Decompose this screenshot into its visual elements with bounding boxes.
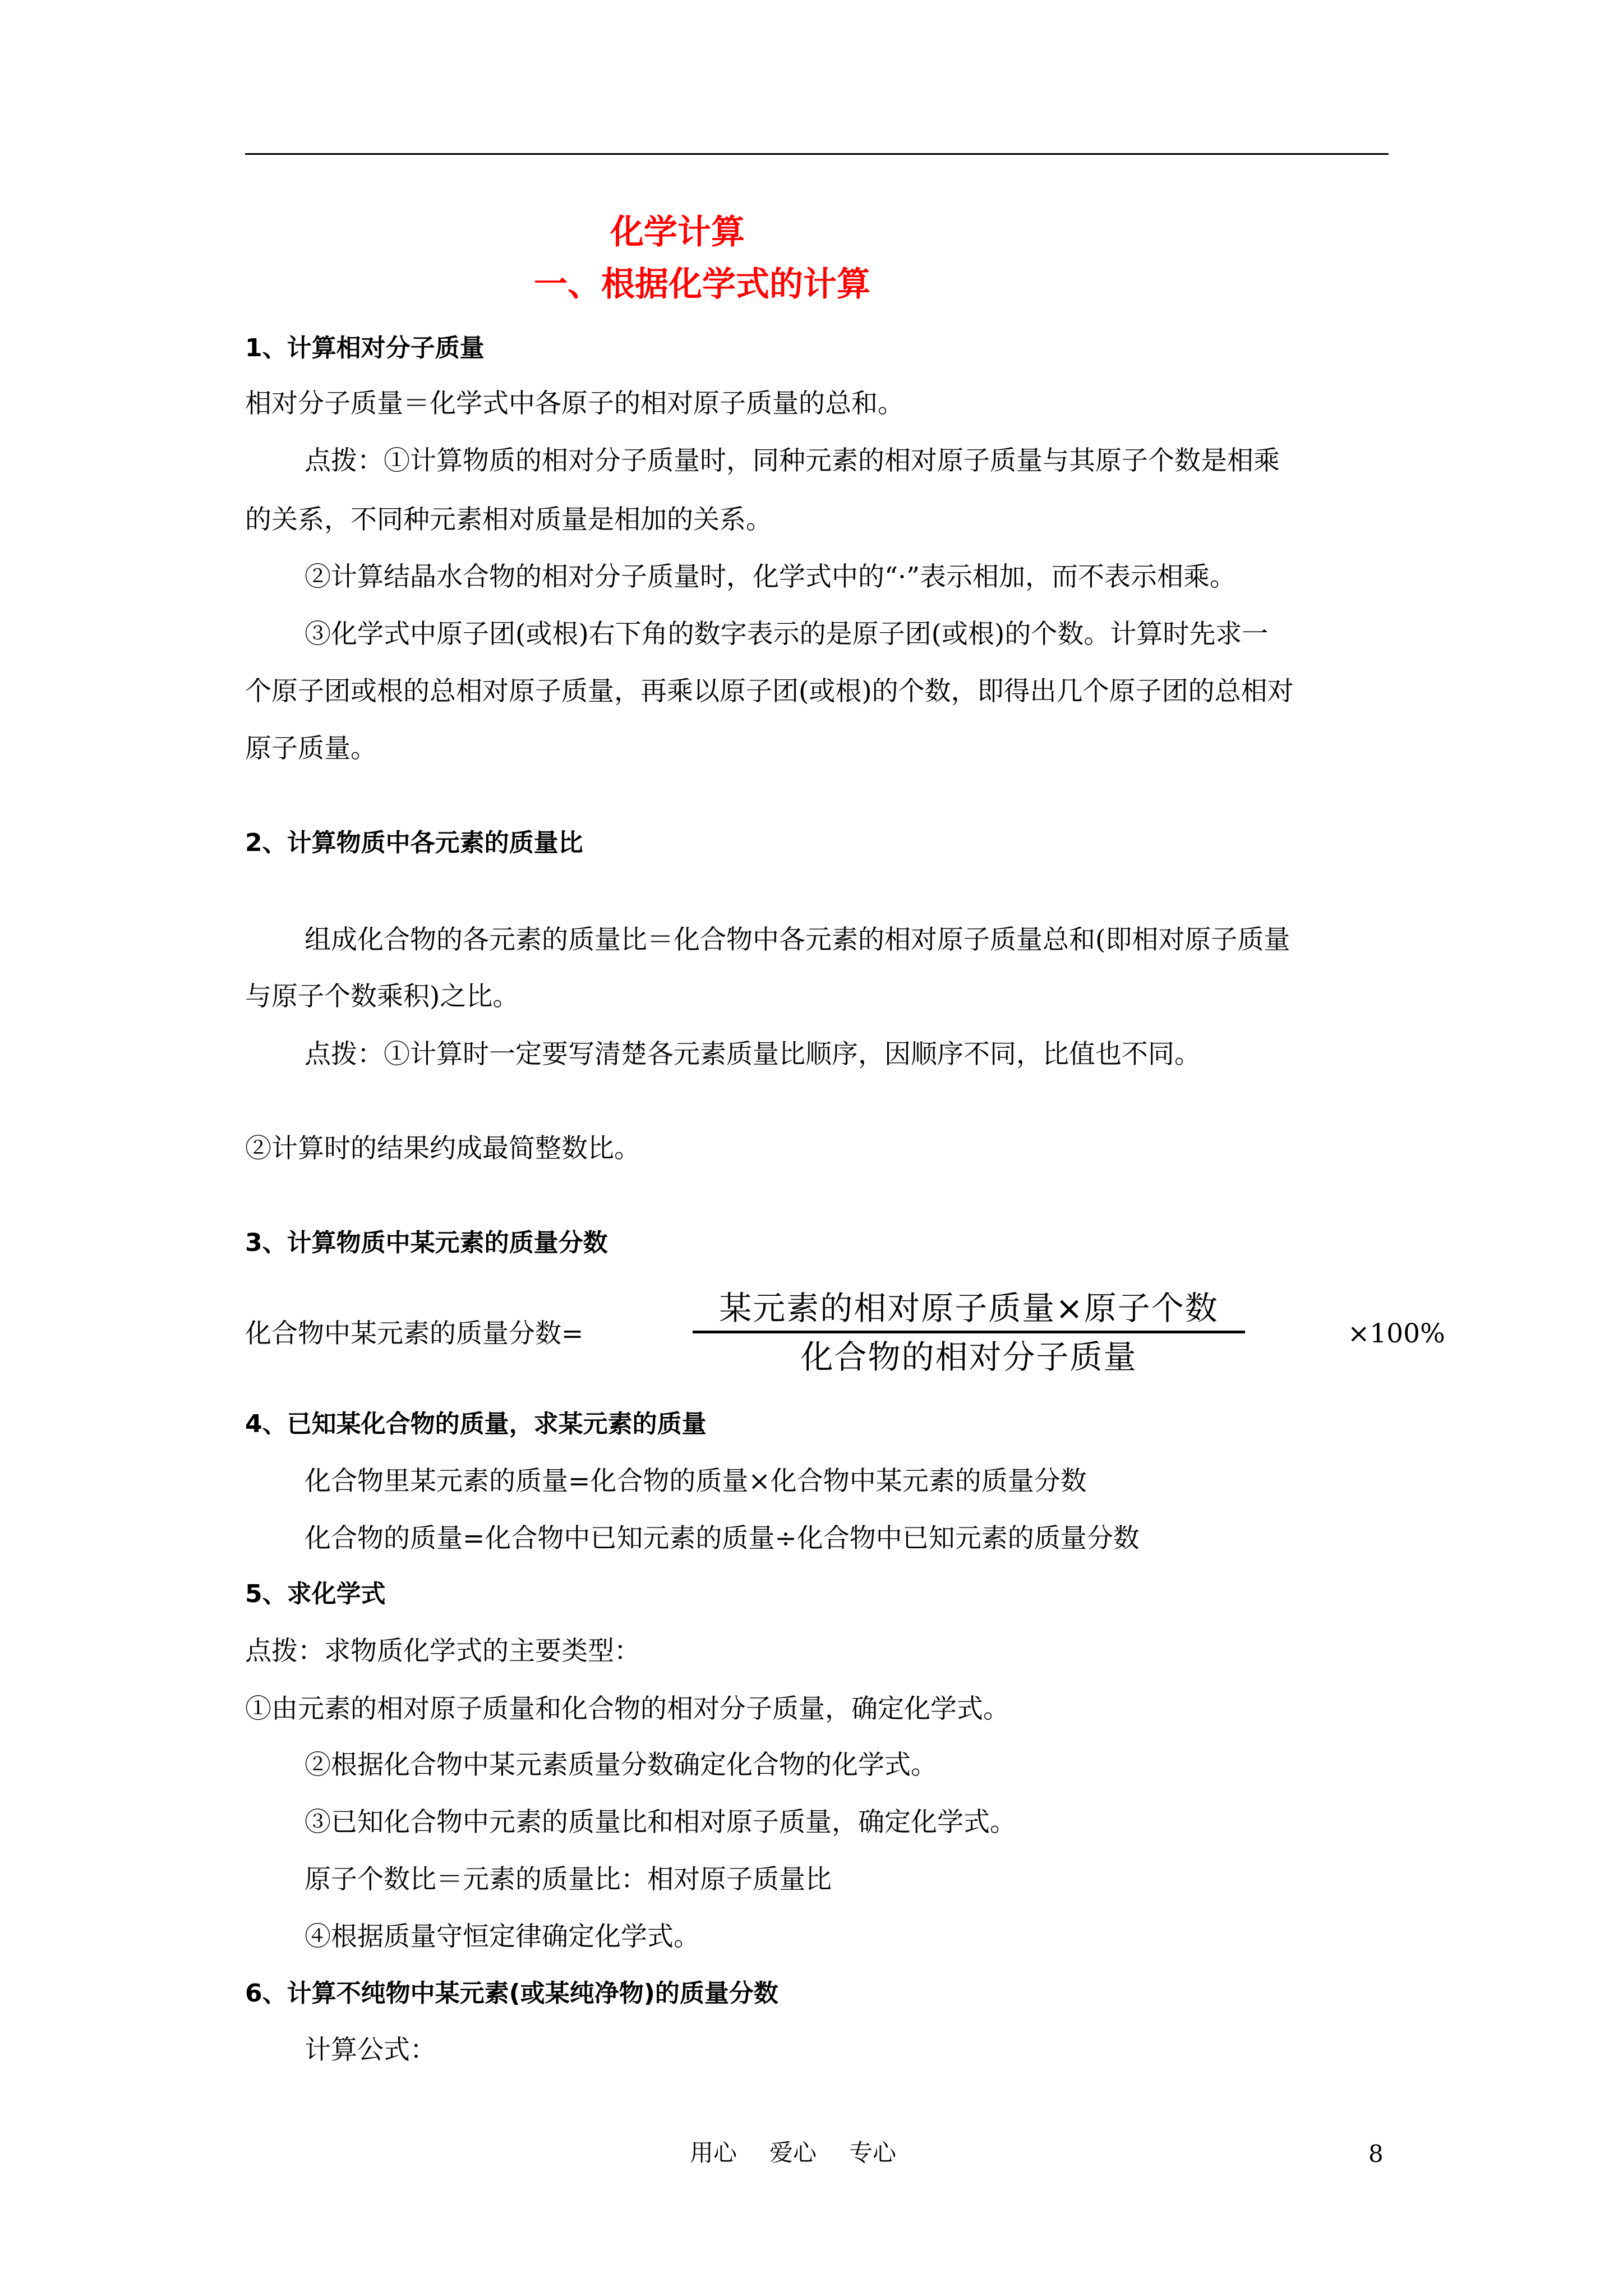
- s1-tip3-line1: ③化学式中原子团(或根)右下角的数字表示的是原子团(或根)的个数。计算时先求一: [305, 619, 1269, 650]
- s5-item3: ③已知化合物中元素的质量比和相对原子质量，确定化学式。: [305, 1807, 1016, 1838]
- s2-definition-line1: 组成化合物的各元素的质量比＝化合物中各元素的相对原子质量总和(即相对原子质量: [305, 924, 1290, 955]
- s5-item4: ④根据质量守恒定律确定化学式。: [305, 1921, 700, 1952]
- heading-6: 6、计算不纯物中某元素(或某纯净物)的质量分数: [245, 1979, 778, 2008]
- page-number: 8: [1368, 2140, 1384, 2168]
- s2-definition-line2: 与原子个数乘积)之比。: [245, 981, 519, 1012]
- formula-numerator: 某元素的相对原子质量×原子个数: [719, 1289, 1219, 1327]
- s2-tip2: ②计算时的结果约成最简整数比。: [245, 1133, 640, 1164]
- s5-item3-note: 原子个数比＝元素的质量比：相对原子质量比: [305, 1864, 832, 1895]
- heading-5: 5、求化学式: [245, 1580, 386, 1608]
- s5-tip-intro: 点拨：求物质化学式的主要类型：: [245, 1636, 640, 1667]
- footer-slogan: [690, 2137, 929, 2169]
- s1-tip3-line3: 原子质量。: [245, 733, 377, 764]
- footer-slogan-2: 爱心: [769, 2139, 817, 2166]
- s4-line1: 化合物里某元素的质量=化合物的质量×化合物中某元素的质量分数: [305, 1466, 1087, 1497]
- mass-fraction-formula: [693, 1287, 1245, 1378]
- section-title: 一、根据化学式的计算: [534, 265, 870, 304]
- s3-formula-multiplier: ×100%: [1348, 1318, 1445, 1349]
- s1-tip2: ②计算结晶水合物的相对分子质量时，化学式中的“·”表示相加，而不表示相乘。: [305, 562, 1236, 592]
- header-rule: [245, 153, 1389, 155]
- formula-denominator: 化合物的相对分子质量: [800, 1338, 1137, 1376]
- page-title: 化学计算: [610, 213, 745, 252]
- heading-2: 2、计算物质中各元素的质量比: [245, 829, 583, 857]
- footer-slogan-1: 用心: [690, 2139, 737, 2166]
- s1-tip1-line1: 点拨：①计算物质的相对分子质量时，同种元素的相对原子质量与其原子个数是相乘: [305, 445, 1280, 476]
- s1-tip1-line2: 的关系，不同种元素相对质量是相加的关系。: [245, 504, 772, 535]
- fraction-bar: [693, 1331, 1245, 1333]
- s1-tip3-line2: 个原子团或根的总相对原子质量，再乘以原子团(或根)的个数，即得出几个原子团的总相对: [245, 676, 1294, 707]
- heading-3: 3、计算物质中某元素的质量分数: [245, 1228, 608, 1257]
- heading-1: 1、计算相对分子质量: [245, 334, 485, 362]
- s6-formula-label: 计算公式：: [305, 2035, 436, 2065]
- heading-4: 4、已知某化合物的质量，求某元素的质量: [245, 1410, 707, 1438]
- s5-item1: ①由元素的相对原子质量和化合物的相对分子质量，确定化学式。: [245, 1694, 1009, 1724]
- s3-formula-label: 化合物中某元素的质量分数=: [245, 1318, 584, 1349]
- s5-item2: ②根据化合物中某元素质量分数确定化合物的化学式。: [305, 1750, 937, 1780]
- s2-tip1: 点拨：①计算时一定要写清楚各元素质量比顺序，因顺序不同，比值也不同。: [305, 1039, 1201, 1070]
- s1-definition: 相对分子质量＝化学式中各原子的相对原子质量的总和。: [245, 388, 904, 419]
- s4-line2: 化合物的质量=化合物中已知元素的质量÷化合物中已知元素的质量分数: [305, 1523, 1140, 1554]
- footer-slogan-3: 专心: [849, 2139, 897, 2166]
